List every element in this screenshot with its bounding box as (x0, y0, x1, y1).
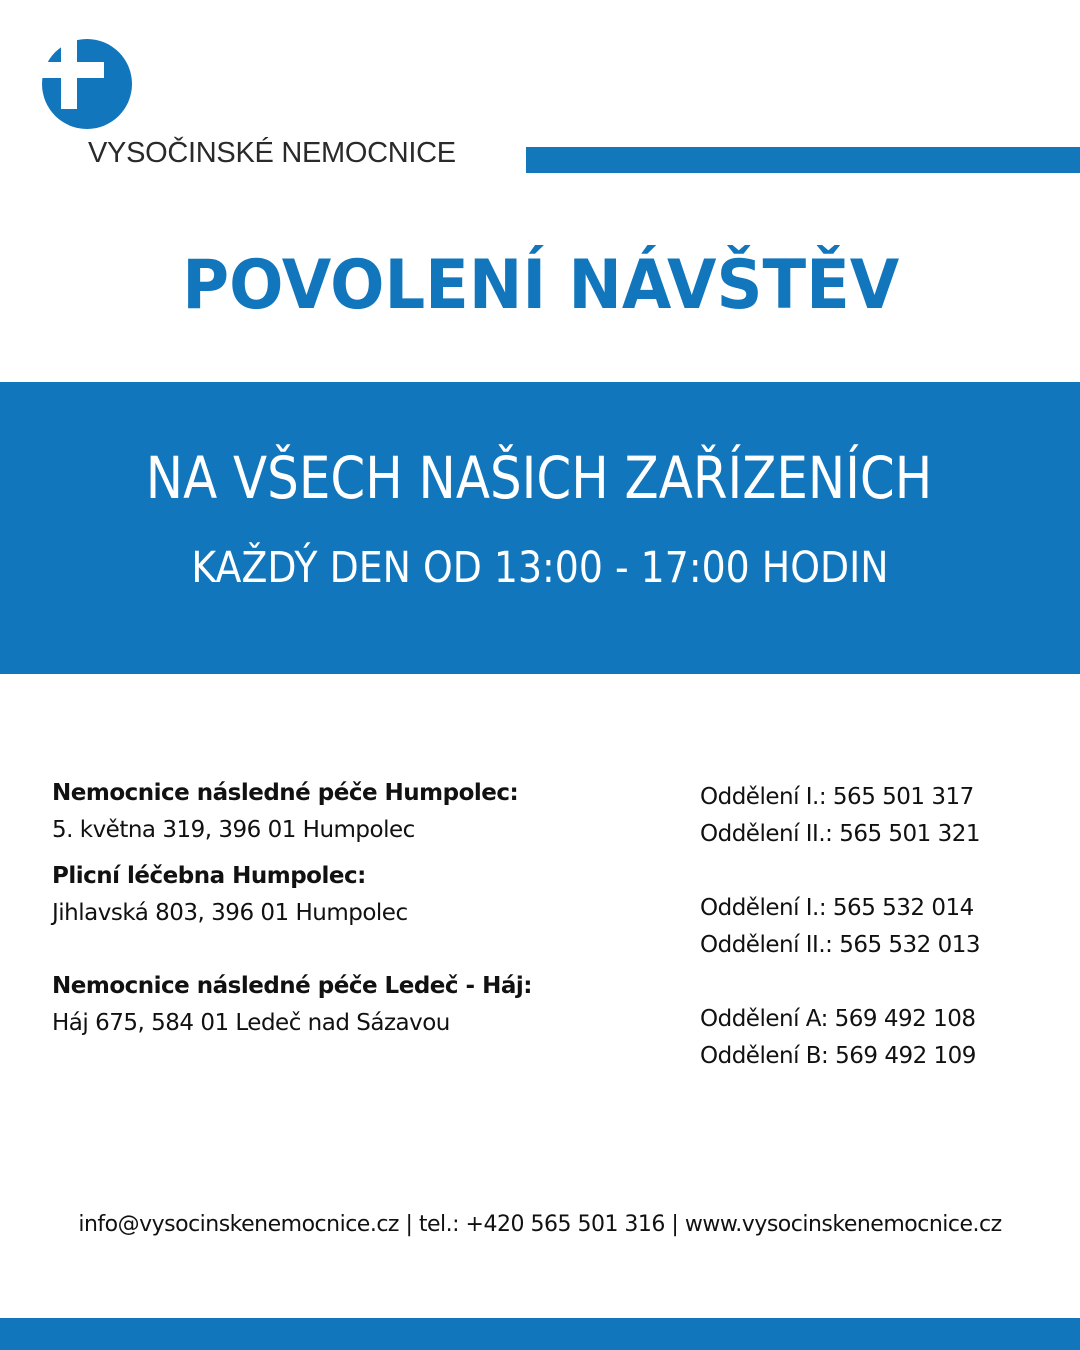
facility-list (52, 775, 538, 1042)
hospital-cross-circle-icon (40, 38, 136, 132)
department-phone[interactable]: Oddělení I.: 565 532 014 (700, 895, 974, 921)
facility-item (52, 858, 538, 932)
facility-item (52, 775, 538, 849)
banner-scope: NA VŠECH NAŠICH ZAŘÍZENÍCH (145, 444, 933, 512)
page-title: POVOLENÍ NÁVŠTĚV (182, 246, 900, 325)
footer-phone[interactable]: tel.: +420 565 501 316 (418, 1212, 665, 1237)
facility-address: Háj 675, 584 01 Ledeč nad Sázavou (52, 1010, 450, 1036)
department-phone[interactable]: Oddělení II.: 565 532 013 (700, 932, 981, 958)
header-accent-bar (526, 147, 1080, 173)
footer-email-link[interactable]: info@vysocinskenemocnice.cz (78, 1212, 399, 1237)
visiting-hours-banner (0, 382, 1080, 674)
facility-name: Nemocnice následné péče Humpolec: (52, 780, 519, 806)
department-phone[interactable]: Oddělení B: 569 492 109 (700, 1043, 976, 1069)
facility-item (52, 968, 538, 1042)
footer-website-link[interactable]: www.vysocinskenemocnice.cz (684, 1212, 1002, 1237)
department-phone[interactable]: Oddělení A: 569 492 108 (700, 1006, 976, 1032)
department-phone-list (700, 779, 1040, 1075)
banner-hours: KAŽDÝ DEN OD 13:00 - 17:00 HODIN (191, 543, 889, 593)
department-phone[interactable]: Oddělení II.: 565 501 321 (700, 821, 981, 847)
phone-group (700, 1001, 1040, 1075)
footer-separator: | (398, 1212, 419, 1237)
department-phone[interactable]: Oddělení I.: 565 501 317 (700, 784, 974, 810)
logo-text: VYSOČINSKÉ NEMOCNICE (88, 137, 456, 169)
facility-name: Plicní léčebna Humpolec: (52, 863, 366, 889)
footer-accent-bar (0, 1318, 1080, 1350)
phone-group (700, 890, 1040, 964)
facility-name: Nemocnice následné péče Ledeč - Háj: (52, 973, 532, 999)
footer-contact (0, 1208, 1080, 1242)
logo (40, 38, 136, 132)
phone-group (700, 779, 1040, 853)
footer-separator: | (664, 1212, 685, 1237)
facility-address: 5. května 319, 396 01 Humpolec (52, 817, 415, 843)
facility-address: Jihlavská 803, 396 01 Humpolec (52, 900, 408, 926)
